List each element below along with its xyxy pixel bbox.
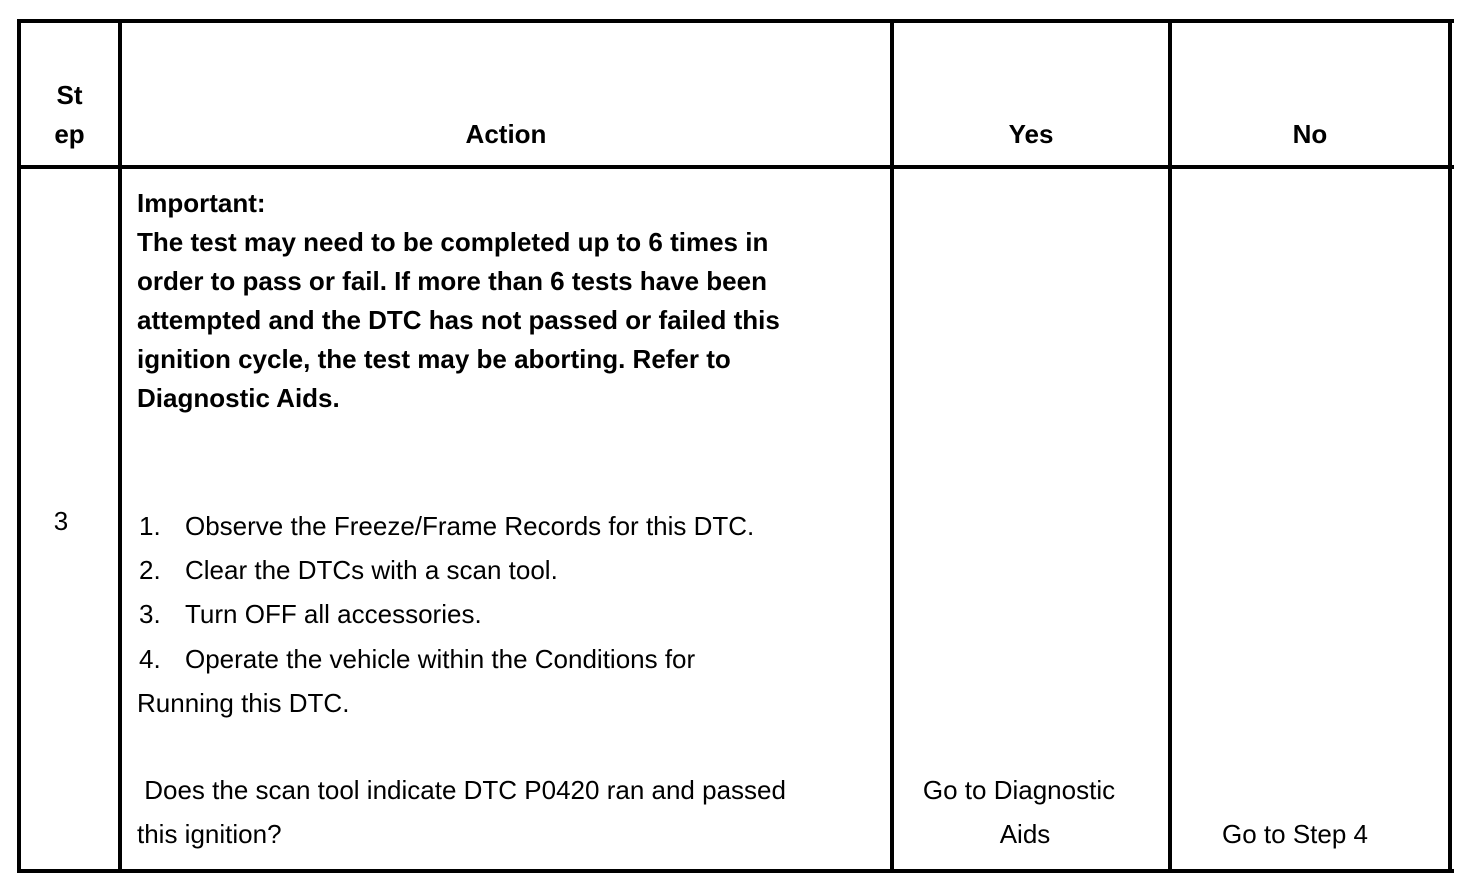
list-item-text: Operate the vehicle within the Conditions for [185, 644, 696, 674]
table-right-border [1448, 19, 1452, 873]
table-bottom-border [17, 869, 1454, 873]
important-line: Diagnostic Aids. [137, 383, 340, 413]
list-item-text: Turn OFF all accessories. [185, 599, 482, 629]
list-item-number: 1. [139, 511, 161, 541]
important-label: Important: [137, 188, 266, 218]
header-action: Action [465, 119, 547, 149]
important-line: ignition cycle, the test may be aborting. Refer to [137, 344, 731, 374]
header-step-line1: St [56, 80, 83, 110]
question-line1: Does the scan tool indicate DTC P0420 ran and passed [137, 775, 786, 805]
list-item-number: 2. [139, 555, 161, 585]
yes-action-line2: Aids [999, 819, 1051, 849]
header-separator [17, 165, 1454, 169]
step-number: 3 [53, 506, 69, 536]
important-line: order to pass or fail. If more than 6 tests have been [137, 266, 767, 296]
list-item-text: Observe the Freeze/Frame Records for this DTC. [185, 511, 755, 541]
no-action: Go to Step 4 [1222, 819, 1368, 849]
table-top-border [17, 19, 1454, 23]
list-item-number: 3. [139, 599, 161, 629]
list-item-text: Clear the DTCs with a scan tool. [185, 555, 558, 585]
list-item-continuation: Running this DTC. [137, 688, 350, 718]
question-line2: this ignition? [137, 819, 282, 849]
important-line: The test may need to be completed up to 6 times in [137, 227, 769, 257]
header-step-line2: ep [54, 119, 85, 149]
list-item-number: 4. [139, 644, 161, 674]
important-line: attempted and the DTC has not passed or failed this [137, 305, 780, 335]
yes-action-line1: Go to Diagnostic [922, 775, 1116, 805]
header-no: No [1292, 119, 1328, 149]
header-yes: Yes [1008, 119, 1054, 149]
